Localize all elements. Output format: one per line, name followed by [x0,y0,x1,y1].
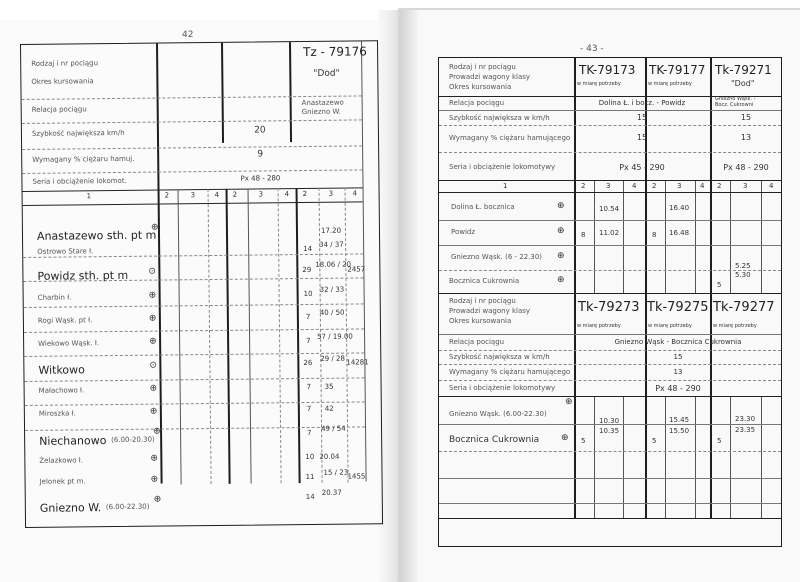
train-period: w miarę potrzeby [648,323,692,329]
station-name: Małachowo ł. [38,386,85,395]
col-header: 4 [352,189,358,198]
relation-shared: Dolina Ł. i bocz. - Powidz [598,99,686,107]
station-symbol-icon: ⊕ [150,453,158,464]
time-value: 16.48 [669,229,690,237]
row-line [439,152,781,153]
station-name: Anastazewo sth. pt m [36,228,157,243]
train-number: Tk-79275 [647,300,709,315]
time-value: 10.35 [599,427,620,435]
divider [208,189,212,484]
run-time: 7 [305,312,311,322]
label-brake: Wymagany % ciężaru hamuj. [32,154,135,164]
station-name: Gniezno W. [39,501,102,515]
run-time: 8 [581,231,586,239]
train-period: w miarę potrzeby [713,323,757,329]
col-header: 1 [86,192,92,201]
col-header: 3 [328,189,334,198]
row-line [439,396,781,397]
divider [361,41,367,481]
row-line [22,119,362,124]
locomotive: Px 48 - 290 [655,384,701,393]
col-header: 3 [258,190,264,199]
train-cross-ref: 1455 [347,472,366,481]
station-name: Witkowo [38,363,85,377]
station-name: Bocznica Cukrownia [449,435,540,445]
station-symbol-icon: ⊕ [148,313,157,324]
label-train-type: Rodzaj i nr pociągu [31,59,99,68]
divider [248,189,252,484]
row-line [439,125,781,126]
station-symbol-icon: ⊕ [149,336,157,347]
row-line [439,503,781,504]
station-symbol-icon: ⊙ [149,360,157,371]
station-symbol-icon: ⊕ [150,222,159,233]
train-number: Tk-79271 [715,63,772,77]
col-header: 1 [503,182,508,190]
divider [226,189,231,484]
divider [695,180,696,293]
divider [278,188,282,483]
left-timetable-frame [20,40,383,528]
station-name: Wiekowo Wąsk. ł. [38,339,100,348]
station-name: Jelonek pt m. [39,477,86,486]
run-time: 5 [581,437,586,445]
station-symbol-icon: ⊕ [557,201,565,211]
time-value: 17.20 [320,226,342,235]
col-header: 2 [652,182,657,190]
row-line [439,364,781,365]
speed: 15 [673,353,683,361]
run-time: 5 [717,437,722,445]
row-line [439,180,781,181]
right-page-number: - 43 - [580,44,604,54]
divider [730,396,731,518]
divider [156,44,163,484]
row-line [439,334,781,335]
label-speed: Szybkość największa w km/h [449,353,550,361]
run-time: 10 [303,289,313,299]
brake-third: 13 [740,133,752,142]
divider [574,58,576,518]
train-period: w miarę potrzeby [577,81,621,87]
station-symbol-icon: ⊕ [150,474,159,485]
train-speed: 20 [254,125,266,136]
label-period: Okres kursowania [449,83,512,91]
relation-third-from: Gniezno Wąsk. - [715,96,756,102]
time-value: 20.37 [321,488,342,497]
time-value: 32 / 33 [319,285,345,294]
row-line [439,451,781,452]
station-name: Żelazkowo ł. [39,456,83,465]
station-hours: (6.00-22.30) [105,502,150,512]
train-cross-ref: 14281 [346,358,369,367]
station-name: Powidz sth. pt m [37,268,129,283]
station-hours: (6.00-20.30) [111,435,155,445]
station-symbol-icon: ⊕ [153,426,161,437]
time-value: 23.30 [735,415,756,423]
loco-third: Px 48 - 290 [723,163,769,172]
speed-third: 15 [740,113,752,122]
row-line [25,377,365,382]
divider [623,396,624,518]
time-value: 15.50 [669,427,690,435]
station-symbol-icon: ⊕ [149,383,158,394]
col-header: 4 [700,182,705,190]
left-page-number: 42 [182,30,194,40]
label-wagon-class: Prowadzi wagony klasy [449,73,531,81]
col-header: 4 [769,182,774,190]
run-time: 14 [305,492,315,502]
train-period: w miarę potrzeby [648,81,692,87]
row-line [439,350,781,351]
time-value: 18.06 / 20 [315,260,352,269]
book-gutter [378,10,418,582]
time-value: 11.02 [599,229,620,237]
label-speed: Szybkość największa w km/h [449,114,550,122]
station-name: Bocznica Cukrownia [449,277,520,285]
time-value: 16.40 [669,204,690,212]
time-value: 57 / 19.00 [317,332,353,341]
row-line [439,110,781,111]
station-name: Miroszka ł. [38,409,76,418]
divider [178,189,182,484]
label-brake: Wymagany % ciężaru hamującego [449,134,571,142]
run-time: 7 [306,404,312,414]
station-name: Dolina Ł. bocznica [451,203,515,211]
brake: 13 [673,368,683,376]
train-locomotive: Px 48 - 280 [240,174,281,183]
row-line [439,220,781,221]
col-header: 4 [284,190,290,199]
run-time: 10 [305,452,315,462]
time-value: 34 / 37 [319,240,344,249]
col-header: 2 [302,190,308,199]
label-brake: Wymagany % ciężaru hamującego [449,368,571,376]
col-header: 3 [677,182,682,190]
run-time: 5 [652,437,657,445]
divider [623,180,624,293]
station-symbol-icon: ⊙ [148,266,156,277]
train-number: Tk-79277 [713,300,775,315]
divider [296,188,301,483]
label-train-type: Rodzaj i nr pociągu [449,297,516,305]
divider [645,58,647,518]
col-header: 3 [606,182,611,190]
run-time: 14 [303,244,313,254]
col-header: 2 [164,191,170,200]
label-speed: Szybkość największa km/h [31,128,125,138]
time-value: 23.35 [735,426,756,434]
train-relation-from: Anastazewo [301,98,344,108]
station-name: Niechanowo [39,434,107,448]
divider [761,180,762,293]
time-value: 5.25 [735,262,751,270]
time-value: 42 [324,404,334,413]
train-number: Tk-79273 [578,300,640,315]
col-header: 2 [717,182,722,190]
run-time: 29 [302,265,312,275]
row-line [23,201,363,206]
speed-shared: 15 [636,113,648,122]
time-value: 15.45 [669,416,690,424]
label-relation: Relacja pociągu [449,338,505,346]
divider [665,180,666,293]
time-value: 10.54 [599,205,620,213]
station-name: Charbin ł. [37,293,72,302]
train-brake: 9 [257,149,264,160]
row-line [24,328,364,333]
row-line [22,169,362,174]
station-name: Gniezno Wąsk. (6 - 22.30) [451,253,543,261]
station-symbol-icon: ⊕ [557,275,565,285]
run-time: 26 [303,358,313,368]
row-line [439,478,781,479]
label-locomotive: Seria i obciążenie lokomotywy [449,163,556,171]
station-name: Ostrowo Stare ł. [37,247,94,256]
divider [594,180,595,293]
run-time: 7 [306,382,312,392]
train-relation-to: Gniezno W. [301,107,341,117]
time-value: 49 / 54 [321,424,346,433]
train-note: "Dod" [313,68,340,79]
col-header: 3 [190,191,196,200]
col-header: 2 [232,190,238,199]
time-value: 5.30 [735,271,751,279]
divider [761,396,762,518]
row-line [439,192,781,193]
col-header: 4 [632,182,637,190]
divider [710,58,712,518]
right-timetable-frame [438,57,782,547]
label-period: Okres kursowania [31,77,94,86]
col-header: 2 [581,182,586,190]
col-header: 3 [743,182,748,190]
label-period: Okres kursowania [449,317,512,325]
loco-shared: Px 45 - 290 [619,163,665,172]
row-line [24,352,364,357]
row-line [439,245,781,246]
row-line [439,293,781,294]
label-wagon-class: Prowadzi wagony klasy [449,307,531,315]
relation-third-to: Bocz. Cukrowni [715,102,754,108]
run-time: 7 [307,428,312,438]
divider [730,180,731,293]
station-symbol-icon: ⊕ [557,251,565,261]
row-line [439,380,781,381]
time-value: 29 / 28 [320,354,345,363]
label-locomotive: Seria i obciążenie lokomotywy [449,384,556,392]
divider [594,396,595,518]
col-header: 4 [214,190,220,199]
label-locomotive: Seria i obciążenie lokomot. [32,176,127,186]
time-value: 10.30 [599,417,620,425]
station-name: Rogi Wąsk. pt ł. [37,316,93,325]
run-time: 11 [305,472,315,482]
station-symbol-icon: ⊕ [565,397,573,407]
time-value: 40 / 50 [319,308,345,317]
train-period: w miarę potrzeby [577,323,621,329]
train-number: Tz - 79176 [303,44,367,60]
row-line [439,270,781,271]
train-note: "Dod" [731,79,755,88]
station-name: Powidz [451,228,476,236]
divider [665,396,666,518]
time-value: 20.04 [319,452,340,461]
run-time: 7 [306,336,311,346]
run-time: 8 [652,231,657,239]
time-value: 35 [324,382,334,391]
station-symbol-icon: ⊕ [148,290,157,301]
label-relation: Relacja pociągu [31,105,87,114]
row-line [439,518,781,519]
station-symbol-icon: ⊕ [153,494,162,505]
station-symbol-icon: ⊕ [557,226,565,236]
station-name: Gniezno Wąsk. (6.00-22.30) [449,410,547,418]
row-line [24,303,364,308]
relation: Gniezno Wąsk - Bocznica Cukrownia [614,338,742,346]
train-number: TK-79173 [579,63,636,77]
run-time: 5 [717,281,722,289]
label-relation: Relacja pociągu [449,99,505,107]
row-line [25,426,365,431]
divider [695,396,696,518]
train-cross-ref: 2457 [347,265,366,274]
train-number: TK-79177 [649,63,706,77]
time-value: 15 / 23 [323,468,349,477]
row-line [25,401,365,406]
label-train-type: Rodzaj i nr pociągu [449,63,516,71]
brake-shared: 15 [636,133,648,142]
station-symbol-icon: ⊕ [561,433,569,443]
station-symbol-icon: ⊕ [149,406,158,417]
